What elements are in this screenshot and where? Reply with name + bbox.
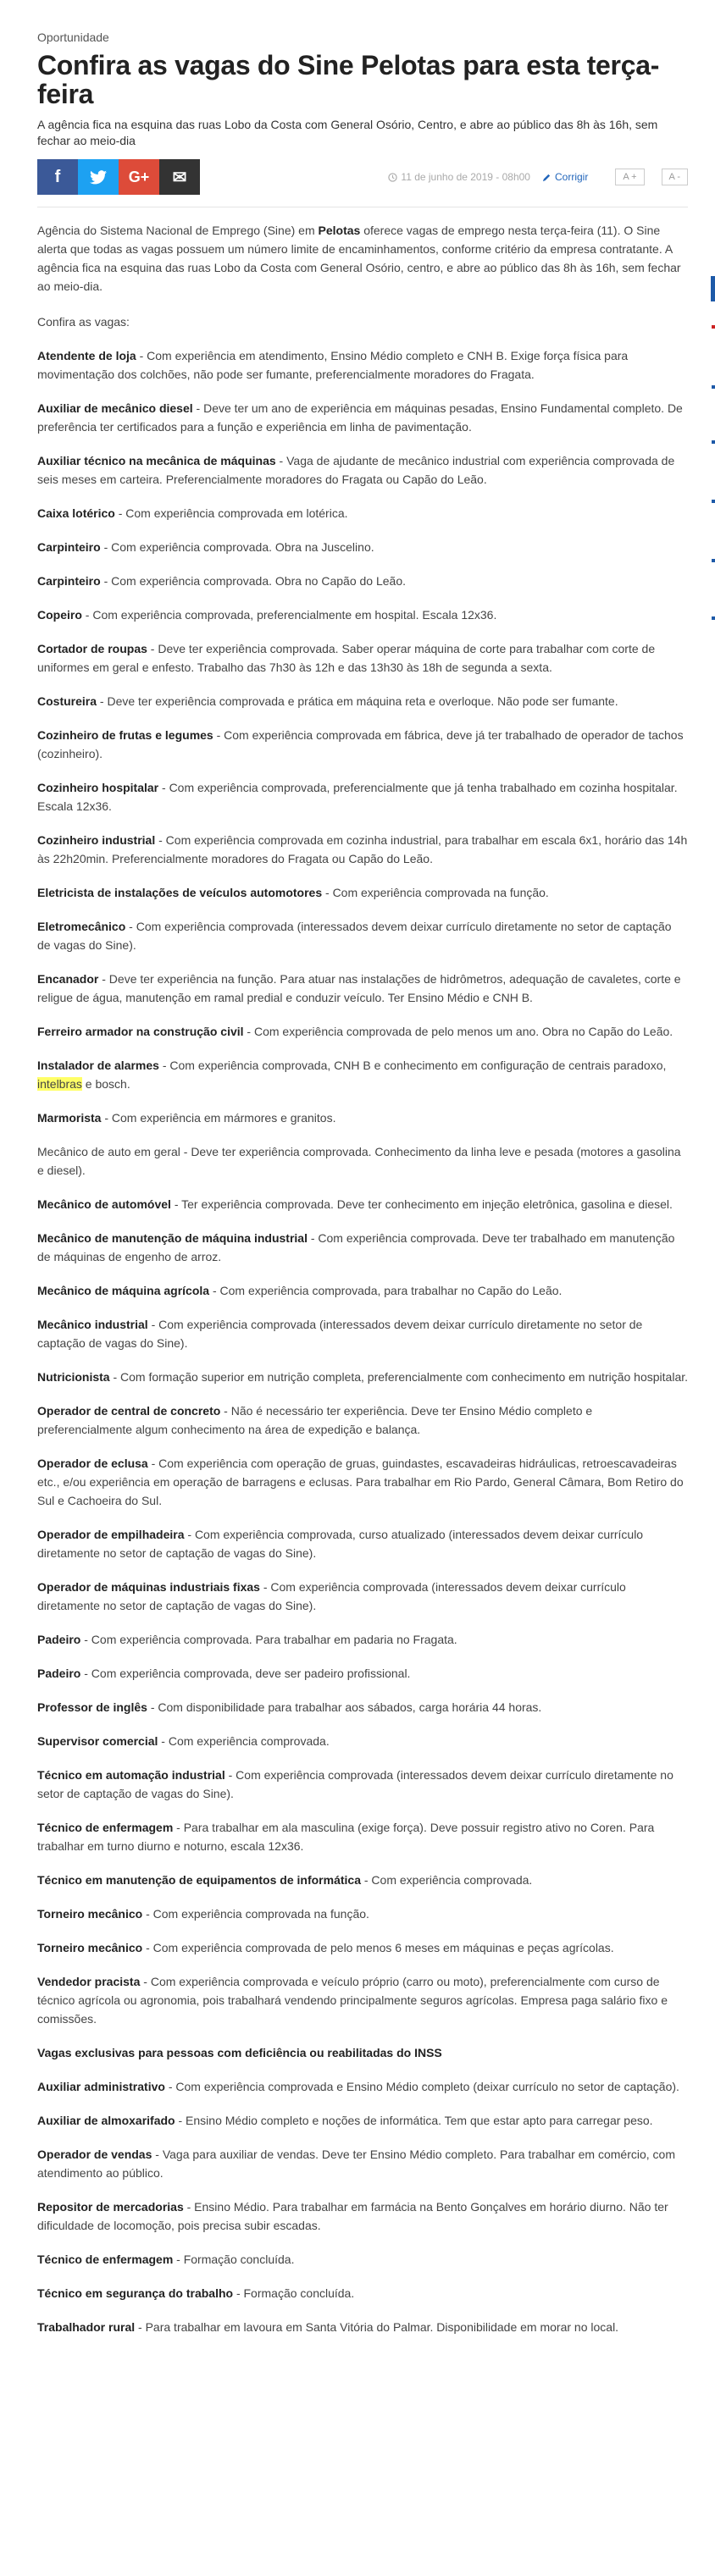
facebook-share-button[interactable]	[37, 159, 78, 195]
share-bar	[37, 159, 688, 195]
job-description: - Com experiência em atendimento, Ensino Médio completo e CNH B. Exige força física para movimentação dos colchões, não pode ser fumante, preferencialmente moradores do Fragata.	[37, 349, 629, 381]
job-item	[37, 1454, 688, 1510]
job-description: - Com experiência comprovada em lotérica.	[114, 506, 348, 520]
intro-paragraph: Agência do Sistema Nacional de Emprego (Sine) em Pelotas oferece vagas de emprego nesta terça-feira (11). O Sine alerta que todas as vagas possuem um número limite de encaminhamentos, conforme critério da empresa contratante. A agência fica na esquina das ruas Lobo da Costa com General Osório, centro, e abre ao público das 8h às 16h, sem fechar ao meio-dia.	[37, 224, 681, 293]
job-title: Encanador	[37, 972, 99, 986]
job-title: Trabalhador rural	[37, 2320, 136, 2334]
pencil-icon	[542, 173, 551, 182]
article-subtitle: A agência fica na esquina das ruas Lobo da Costa com General Osório, Centro, e abre ao público das 8h às 16h, sem fechar ao meio-dia	[37, 118, 658, 147]
job-item	[37, 1281, 688, 1300]
job-description: - Para trabalhar em ala masculina (exige força). Deve possuir registro ativo no Coren. Para trabalhar em turno diurno e noturno, escala 12x36.	[37, 1821, 655, 1853]
article-meta	[388, 169, 688, 185]
article-date	[388, 171, 530, 183]
sidebar-accent	[711, 276, 715, 301]
job-description: - Vaga de ajudante de mecânico industrial com experiência comprovada de seis meses em carteira. Preferencialmente moradores do Fragata ou Capão do Leão.	[37, 454, 675, 486]
job-title: Técnico em automação industrial	[37, 1768, 225, 1782]
job-title: Auxiliar técnico na mecânica de máquinas	[37, 454, 276, 467]
job-item	[37, 1401, 688, 1439]
job-title: Costureira	[37, 694, 97, 708]
job-description: - Com experiência comprovada. Obra na Juscelino.	[100, 540, 374, 554]
job-description: - Com experiência comprovada (interessados devem deixar currículo diretamente no setor de captação de vagas do Sine).	[37, 920, 672, 952]
job-description: - Com experiência comprovada em fábrica, deve já ter trabalhado de operador de tachos (cozinheiro).	[37, 728, 684, 760]
job-title: Atendente de loja	[37, 349, 136, 362]
job-title: Operador de central de concreto	[37, 1404, 221, 1418]
job-description: - Deve ter experiência na função. Para atuar nas instalações de hidrômetros, adequação de cavaletes, corte e religue de água, manutenção em ramal predial e conduzir veículo. Ter Ensino Médio e CNH B.	[37, 972, 681, 1004]
sidebar-marker	[712, 385, 715, 389]
job-description: - Com experiência comprovada, preferencialmente que já tenha trabalhado em cozinha hospitalar. Escala 12x36.	[37, 781, 678, 813]
job-description: - Deve ter experiência comprovada e prática em máquina reta e overloque. Não pode ser fumante.	[97, 694, 618, 708]
article-body	[37, 221, 688, 2336]
job-description: - Com experiência comprovada.	[360, 1873, 533, 1887]
job-title: Padeiro	[37, 1667, 81, 1680]
job-description: - Com experiência comprovada (interessados devem deixar currículo diretamente no setor de captação de vagas do Sine).	[37, 1318, 643, 1350]
job-title: Instalador de alarmes	[37, 1059, 159, 1072]
job-description: - Deve ter um ano de experiência em máquinas pesadas, Ensino Fundamental completo. De preferência ter certificados para a função e experiência em linha de pavimentação.	[37, 401, 683, 434]
sidebar-marker	[712, 325, 715, 329]
job-title: Supervisor comercial	[37, 1734, 158, 1748]
job-item	[37, 1938, 688, 1957]
job-item	[37, 2284, 688, 2302]
job-description: - Com experiência comprovada na função.	[322, 886, 549, 899]
job-item	[37, 1904, 688, 1923]
job-description: - Formação concluída.	[173, 2253, 295, 2266]
article-date-text: 11 de junho de 2019 - 08h00	[401, 171, 530, 183]
job-item	[37, 1630, 688, 1649]
job-title: Auxiliar de mecânico diesel	[37, 401, 193, 415]
job-title: Operador de vendas	[37, 2148, 152, 2161]
job-title: Torneiro mecânico	[37, 1907, 143, 1921]
sidebar-marker	[712, 440, 715, 444]
job-description: - Com experiência comprovada em cozinha industrial, para trabalhar em escala 6x1, horário das 14h às 22h20min. Preferencialmente moradores do Fragata ou Capão do Leão.	[37, 833, 688, 865]
job-title: Torneiro mecânico	[37, 1941, 143, 1954]
job-title: Cozinheiro de frutas e legumes	[37, 728, 213, 742]
job-description: - Com experiência comprovada de pelo menos 6 meses em máquinas e peças agrícolas.	[142, 1941, 614, 1954]
job-item	[37, 831, 688, 868]
twitter-icon	[90, 170, 107, 185]
job-description: - Formação concluída.	[233, 2286, 355, 2300]
job-description: - Com experiência comprovada.	[158, 1734, 330, 1748]
google-plus-icon: G+	[128, 168, 150, 185]
job-item	[37, 1022, 688, 1041]
job-title: Copeiro	[37, 608, 82, 622]
job-description: - Com formação superior em nutrição completa, preferencialmente com conhecimento em nutrição hospitalar.	[109, 1370, 689, 1384]
job-title: Operador de eclusa	[37, 1457, 148, 1470]
job-title: Carpinteiro	[37, 540, 101, 554]
job-item	[37, 451, 688, 489]
job-title: Cozinheiro hospitalar	[37, 781, 159, 794]
job-description: - Com experiência comprovada, preferencialmente em hospital. Escala 12x36.	[81, 608, 497, 622]
job-description: - Com experiência comprovada. Para trabalhar em padaria no Fragata.	[80, 1633, 457, 1646]
job-item	[37, 1664, 688, 1683]
job-description: - Deve ter experiência comprovada. Saber operar máquina de corte para trabalhar com corte de uniformes em geral e enfesto. Trabalho das 7h30 às 12h e das 13h30 às 18h de segunda a sexta.	[37, 642, 656, 674]
job-title: Técnico em manutenção de equipamentos de informática	[37, 1873, 361, 1887]
sidebar-marker	[712, 500, 715, 503]
job-item	[37, 2197, 688, 2235]
job-title: Marmorista	[37, 1111, 102, 1125]
job-description: - Com experiência comprovada, CNH B e conhecimento em configuração de centrais paradoxo,	[158, 1059, 667, 1072]
job-title: Mecânico de automóvel	[37, 1197, 171, 1211]
facebook-icon: f	[54, 167, 61, 186]
job-item	[37, 692, 688, 710]
job-description: - Ensino Médio. Para trabalhar em farmácia na Bento Gonçalves em horário diurno. Não ter dificuldade de locomoção, pois precisa subir escadas.	[37, 2200, 668, 2232]
job-item	[37, 605, 688, 624]
article-title: Confira as vagas do Sine Pelotas para esta terça-feira	[37, 50, 660, 109]
job-title: Cozinheiro industrial	[37, 833, 156, 847]
job-description: - Com experiência comprovada na função.	[142, 1907, 369, 1921]
job-description: - Com experiência comprovada (interessados devem deixar currículo diretamente no setor de captação de vagas do Sine).	[37, 1768, 673, 1800]
twitter-share-button[interactable]	[78, 159, 119, 195]
job-title: Eletricista de instalações de veículos automotores	[37, 886, 323, 899]
job-item	[37, 970, 688, 1007]
clock-icon	[388, 173, 397, 182]
job-item	[37, 538, 688, 556]
job-title: Eletromecânico	[37, 920, 126, 933]
job-item	[37, 1871, 688, 1889]
job-description: - Com experiência comprovada, deve ser padeiro profissional.	[80, 1667, 411, 1680]
job-item	[37, 2043, 688, 2062]
envelope-icon: ✉	[172, 168, 187, 187]
job-description: - Para trabalhar em lavoura em Santa Vitória do Palmar. Disponibilidade em morar no local.	[135, 2320, 619, 2334]
job-title: Auxiliar administrativo	[37, 2080, 165, 2093]
job-description: - Com experiência em mármores e granitos.	[101, 1111, 336, 1125]
job-item	[37, 1818, 688, 1855]
job-title: Mecânico de máquina agrícola	[37, 1284, 210, 1297]
email-share-button[interactable]	[159, 159, 200, 195]
job-item	[37, 346, 688, 384]
google-plus-share-button[interactable]	[119, 159, 159, 195]
job-item	[37, 1578, 688, 1615]
job-title: Repositor de mercadorias	[37, 2200, 184, 2214]
job-item	[37, 1972, 688, 2028]
job-item	[37, 2111, 688, 2130]
job-title: Operador de máquinas industriais fixas	[37, 1580, 260, 1594]
job-item	[37, 2318, 688, 2336]
correct-link-label: Corrigir	[554, 171, 589, 183]
job-title: Técnico de enfermagem	[37, 1821, 174, 1834]
job-title: Cortador de roupas	[37, 642, 147, 655]
job-description: - Não é necessário ter experiência. Deve ter Ensino Médio completo e preferencialmente algum conhecimento na área de expedição e balança.	[37, 1404, 593, 1436]
job-description: Mecânico de auto em geral - Deve ter experiência comprovada. Conhecimento da linha leve e pesada (motores a gasolina e diesel).	[37, 1145, 681, 1177]
job-title: Nutricionista	[37, 1370, 110, 1384]
job-item	[37, 1108, 688, 1127]
job-title: Ferreiro armador na construção civil	[37, 1025, 244, 1038]
job-item	[37, 1315, 688, 1352]
job-description: - Com experiência comprovada de pelo menos um ano. Obra no Capão do Leão.	[243, 1025, 673, 1038]
job-title: Mecânico de manutenção de máquina industrial	[37, 1231, 308, 1245]
sidebar-marker	[712, 616, 715, 620]
job-description: - Com experiência comprovada e veículo próprio (carro ou moto), preferencialmente com curso de técnico agrícola ou agronomia, pois trabalhará vendendo principalmente seguros agrícolas. Empresa paga salário fixo e comissões.	[37, 1975, 668, 2026]
job-item	[37, 778, 688, 815]
job-description: - Com experiência comprovada. Obra no Capão do Leão.	[100, 574, 407, 588]
job-item	[37, 504, 688, 522]
job-item	[37, 639, 688, 677]
job-title: Vendedor pracista	[37, 1975, 141, 1988]
job-item	[37, 572, 688, 590]
job-item	[37, 2250, 688, 2269]
article	[37, 30, 688, 2352]
job-title: Vagas exclusivas para pessoas com deficiência ou reabilitadas do INSS	[37, 2046, 442, 2059]
job-description: - Com experiência comprovada e Ensino Médio completo (deixar currículo no setor de captação).	[164, 2080, 679, 2093]
job-description: - Com experiência com operação de gruas, guindastes, escavadeiras hidráulicas, retroescavadeiras etc., e/ou experiência em operação de barragens e eclusas. Para trabalhar em Rio Pardo, General Câmara, Bom Retiro do Sul e Cachoeira do Sul.	[37, 1457, 684, 1507]
job-description: - Com experiência comprovada (interessados devem deixar currículo diretamente no setor de captação de vagas do Sine).	[37, 1580, 626, 1612]
job-description: - Com experiência comprovada, para trabalhar no Capão do Leão.	[209, 1284, 563, 1297]
job-item	[37, 1766, 688, 1803]
job-title: Técnico em segurança do trabalho	[37, 2286, 234, 2300]
job-item	[37, 1732, 688, 1750]
job-item	[37, 917, 688, 954]
city-name: Pelotas	[318, 224, 361, 237]
job-description: - Ter experiência comprovada. Deve ter conhecimento em injeção eletrônica, gasolina e diesel.	[170, 1197, 673, 1211]
job-title: Auxiliar de almoxarifado	[37, 2114, 175, 2127]
job-description: - Vaga para auxiliar de vendas. Deve ter Ensino Médio completo. Para trabalhar em comércio, com atendimento ao público.	[37, 2148, 675, 2180]
job-item	[37, 1698, 688, 1716]
job-title: Caixa lotérico	[37, 506, 115, 520]
sidebar-marker	[712, 559, 715, 562]
article-kicker: Oportunidade	[37, 30, 109, 44]
job-item	[37, 1525, 688, 1562]
font-decrease-button[interactable]: A -	[662, 169, 688, 185]
job-item	[37, 399, 688, 436]
job-item	[37, 1195, 688, 1213]
job-item	[37, 2145, 688, 2182]
job-description: - Com experiência comprovada, curso atualizado (interessados devem deixar currículo diretamente no setor de captação de vagas do Sine).	[37, 1528, 644, 1560]
job-item	[37, 726, 688, 763]
job-title: Técnico de enfermagem	[37, 2253, 174, 2266]
correct-link[interactable]	[542, 171, 588, 183]
job-description: - Com experiência comprovada. Deve ter trabalhado em manutenção de máquinas de engenho de arroz.	[37, 1231, 675, 1263]
job-item	[37, 2077, 688, 2096]
confira-paragraph: Confira as vagas:	[37, 315, 130, 329]
job-title: Carpinteiro	[37, 574, 101, 588]
job-title: Operador de empilhadeira	[37, 1528, 185, 1541]
job-item	[37, 1142, 688, 1180]
job-item	[37, 1056, 688, 1093]
job-description: - Ensino Médio completo e noções de informática. Tem que estar apto para carregar peso.	[175, 2114, 653, 2127]
job-item	[37, 1368, 688, 1386]
job-description: e bosch.	[81, 1077, 130, 1091]
font-increase-button[interactable]: A +	[615, 169, 644, 185]
job-item	[37, 883, 688, 902]
job-description: - Com disponibilidade para trabalhar aos sábados, carga horária 44 horas.	[147, 1700, 542, 1714]
job-title: Padeiro	[37, 1633, 81, 1646]
highlighted-term[interactable]: intelbras	[37, 1077, 82, 1091]
job-title: Mecânico industrial	[37, 1318, 148, 1331]
job-title: Professor de inglês	[37, 1700, 147, 1714]
job-item	[37, 1229, 688, 1266]
